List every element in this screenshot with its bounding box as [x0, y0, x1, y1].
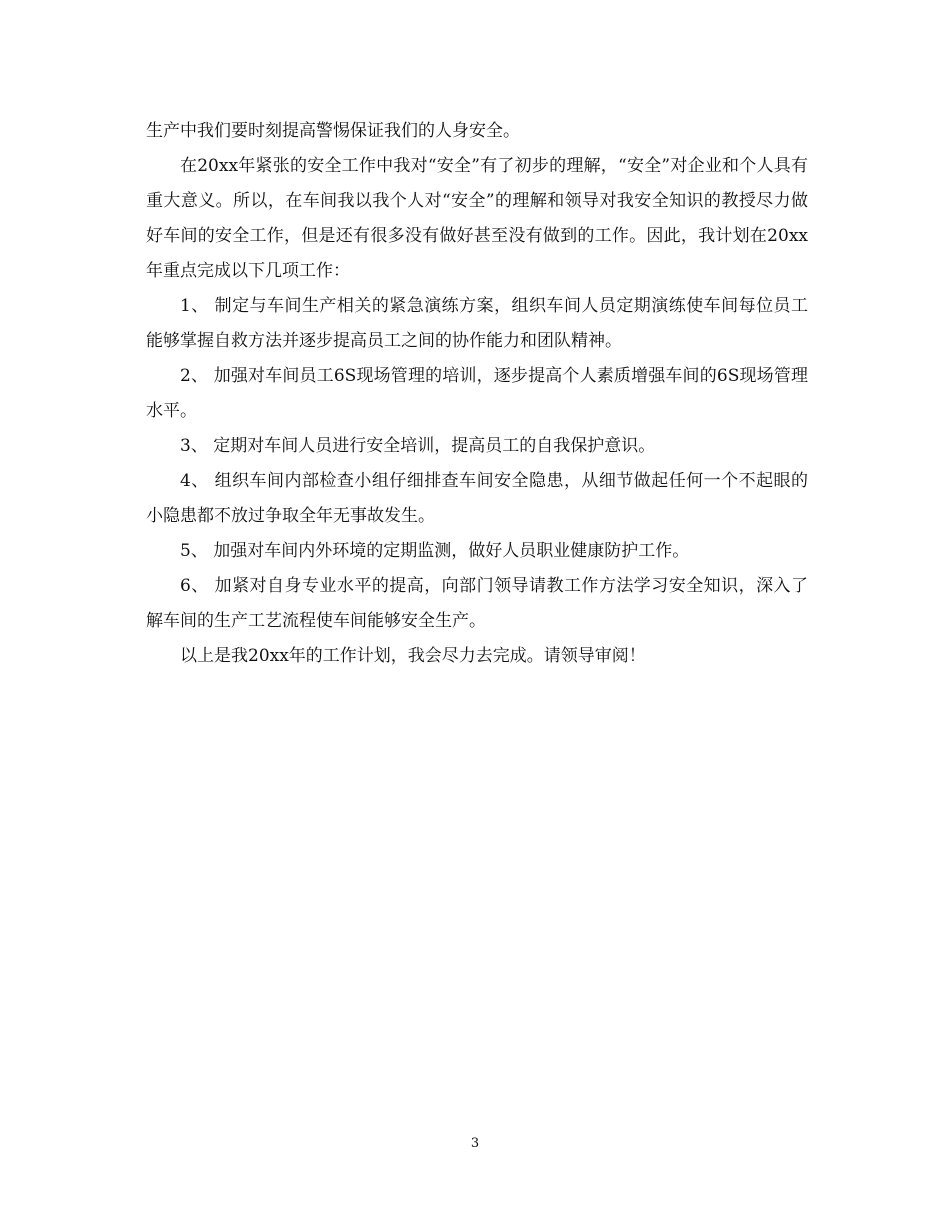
list-item-3: 3、 定期对车间人员进行安全培训，提高员工的自我保护意识。 — [180, 436, 656, 456]
page-number: 3 — [470, 1136, 480, 1151]
list-item-6: 6、 加紧对自身专业水平的提高，向部门领导请教工作方法学习安全知识，深入了解车间的生产工艺流程使车间能够安全生产。 — [146, 576, 808, 631]
list-item-1: 1、 制定与车间生产相关的紧急演练方案，组织车间人员定期演练使车间每位员工能够掌握自救方法并逐步提高员工之间的协作能力和团队精神。 — [146, 296, 808, 351]
paragraph-closing: 以上是我20xx年的工作计划，我会尽力去完成。请领导审阅！ — [180, 646, 646, 666]
paragraph-intro: 在20xx年紧张的安全工作中我对“安全”有了初步的理解，“安全”对企业和个人具有重大意义。所以，在车间我以我个人对“安全”的理解和领导对我安全知识的教授尽力做好车间的安全工作，但是还有很多没有做好甚至没有做到的工作。因此，我计划在20xx年重点完成以下几项工作： — [146, 156, 808, 281]
document-body — [146, 114, 808, 674]
list-item-4: 4、 组织车间内部检查小组仔细排查车间安全隐患，从细节做起任何一个不起眼的小隐患都不放过争取全年无事故发生。 — [146, 471, 808, 526]
list-item-5: 5、 加强对车间内外环境的定期监测，做好人员职业健康防护工作。 — [180, 541, 690, 561]
paragraph-continuation: 生产中我们要时刻提高警惕保证我们的人身安全。 — [146, 121, 520, 141]
list-item-2: 2、 加强对车间员工6S现场管理的培训，逐步提高个人素质增强车间的6S现场管理水平。 — [146, 366, 808, 421]
